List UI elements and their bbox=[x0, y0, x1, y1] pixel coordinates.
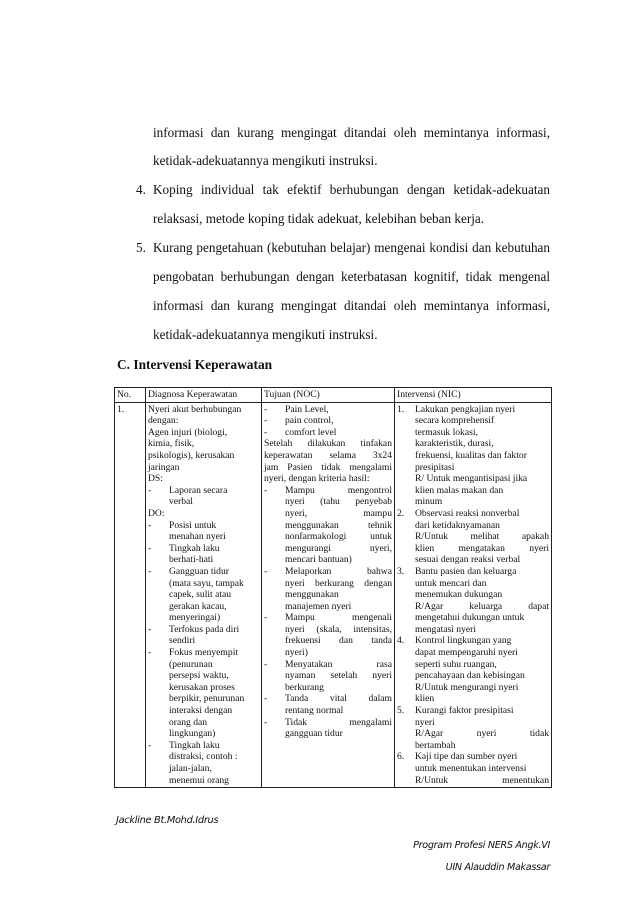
dash-item-line: menggunakan tehnik bbox=[285, 519, 392, 531]
tujuan-line: Setelah dilakukan tinfakan bbox=[264, 438, 392, 450]
dash-item-line: - Tanda vital dalam bbox=[285, 693, 392, 705]
header-tujuan: Tujuan (NOC) bbox=[262, 388, 395, 403]
dash-item-line: menahan nyeri bbox=[169, 531, 226, 543]
dash-item-line: - Fokus menyempit bbox=[169, 647, 239, 659]
nic-line: dari ketidaknyamanan bbox=[415, 519, 500, 531]
dash-item-line: - Menyatakan rasa bbox=[285, 658, 392, 670]
dash-item-line: berhati-hati bbox=[169, 554, 214, 566]
dash-item-line: - Melaporkan bahwa bbox=[285, 565, 392, 577]
nic-line: mengetahui dukungan untuk bbox=[415, 612, 525, 624]
dash-item bbox=[264, 612, 392, 658]
tujuan-line: keperawatan selama 3x24 bbox=[264, 449, 392, 461]
dash-item bbox=[148, 624, 259, 647]
nic-number: 5. bbox=[397, 705, 405, 717]
dash-item-line: (penurunan bbox=[169, 658, 213, 670]
header-diagnosa: Diagnosa Keperawatan bbox=[146, 388, 262, 403]
dash-item-line: kerusakan proses bbox=[169, 681, 235, 693]
tujuan-line: jam Pasien tidak mengalami bbox=[264, 461, 392, 473]
dash-list bbox=[148, 485, 259, 508]
cell-intervensi bbox=[395, 402, 552, 788]
dash-item-line: nyeri) bbox=[285, 647, 308, 659]
body-line: informasi dan kurang mengingat ditandai oleh memintanya informasi, bbox=[153, 298, 550, 313]
dash-item bbox=[264, 693, 392, 716]
dash-item bbox=[148, 740, 259, 786]
nic-line: Kontrol lingkungan yang bbox=[415, 635, 512, 647]
footer-program: Program Profesi NERS Angk.VI bbox=[413, 840, 550, 851]
nic-line: klien bbox=[415, 693, 435, 705]
diagnosa-line: kimia, fisik, bbox=[148, 438, 195, 450]
dash-item-line: persepsi waktu, bbox=[169, 670, 229, 682]
nic-line: dapat mempengaruhi nyeri bbox=[415, 647, 518, 659]
nic-line: karakteristik, durasi, bbox=[415, 438, 494, 450]
dash-item-line: nyeri (tahu penyebab bbox=[285, 496, 392, 508]
dash-item-line: mencari bantuan) bbox=[285, 554, 352, 566]
diagnosa-line: Nyeri akut berhubungan bbox=[148, 403, 242, 415]
nic-line: Bantu pasien dan keluarga bbox=[415, 565, 517, 577]
nic-item bbox=[397, 566, 549, 636]
nic-line: sesuai dengan reaksi verbal bbox=[415, 554, 521, 566]
nic-line: Kaji tipe dan sumber nyeri bbox=[415, 751, 518, 763]
dash-item-line: manajemen nyeri bbox=[285, 600, 352, 612]
dash-list bbox=[148, 520, 259, 787]
dash-item-line: - Pain Level, bbox=[285, 403, 329, 415]
section-heading: C. Intervensi Keperawatan bbox=[117, 357, 273, 372]
nic-line: minum bbox=[415, 496, 443, 508]
dash-item-line: - Tingkah laku bbox=[169, 542, 220, 554]
nic-number: 1. bbox=[397, 403, 405, 415]
dash-item-line: menyeringai) bbox=[169, 612, 221, 624]
nic-item bbox=[397, 404, 549, 508]
dash-item-line: sendiri bbox=[169, 635, 196, 647]
diagnosa-line: psikologis), kerusakan bbox=[148, 449, 235, 461]
nic-line: nyeri bbox=[415, 716, 435, 728]
dash-item-line: - Gangguan tidur bbox=[169, 565, 229, 577]
cell-tujuan bbox=[262, 402, 395, 788]
list-number: 4. bbox=[136, 182, 146, 197]
nic-number: 3. bbox=[397, 565, 405, 577]
diagnosa-line: jaringan bbox=[148, 461, 180, 473]
dash-item bbox=[264, 427, 392, 439]
dash-list bbox=[264, 485, 392, 740]
dash-item-line: nyeri berkurang dengan bbox=[285, 577, 392, 589]
diagnosa-line: DS: bbox=[148, 473, 163, 485]
table-header-row bbox=[115, 388, 552, 403]
dash-item-line: (mata sayu, tampak bbox=[169, 577, 244, 589]
nic-line: R/Untuk mengurangi nyeri bbox=[415, 681, 519, 693]
dash-item-line: capek, sulit atau bbox=[169, 589, 232, 601]
diagnosa-line: dengan: bbox=[148, 415, 179, 427]
nic-line: klien malas makan dan bbox=[415, 484, 504, 496]
dash-item-line: nonfarmakologi untuk bbox=[285, 531, 392, 543]
nic-line: pencahayaan dan kebisingan bbox=[415, 670, 525, 682]
nic-line: secara komprehensif bbox=[415, 415, 495, 427]
body-line: Kurang pengetahuan (kebutuhan belajar) mengenai kondisi dan kebutuhan bbox=[153, 240, 550, 255]
dash-item bbox=[148, 543, 259, 566]
dash-item bbox=[264, 659, 392, 694]
dash-item-line: interaksi dengan bbox=[169, 705, 233, 717]
dash-item bbox=[148, 520, 259, 543]
footer-author: Jackline Bt.Mohd.Idrus bbox=[116, 815, 219, 826]
nic-number: 4. bbox=[397, 635, 405, 647]
dash-item-line: rentang normal bbox=[285, 705, 344, 717]
diagnosa-line: Agen injuri (biologi, bbox=[148, 426, 228, 438]
nic-line: untuk mencari dan bbox=[415, 577, 487, 589]
dash-item-line: frekuensi dan tanda bbox=[285, 635, 392, 647]
nic-line: Lakukan pengkajian nyeri bbox=[415, 403, 516, 415]
nic-line: R/Agar nyeri tidak bbox=[415, 728, 549, 740]
nic-line: termasuk lokasi, bbox=[415, 426, 478, 438]
body-line: ketidak-adekuatannya mengikuti instruksi. bbox=[153, 327, 378, 342]
nic-list bbox=[397, 404, 549, 787]
body-line: pengobatan berhubungan dengan keterbatasan kognitif, tidak mengenal bbox=[153, 269, 550, 284]
dash-item-line: berkurang bbox=[285, 681, 324, 693]
nic-line: R/ Untuk mengantisipasi jika bbox=[415, 473, 528, 485]
body-line: ketidak-adekuatannya mengikuti instruksi. bbox=[153, 153, 378, 168]
nic-line: untuk menentukan intervensi bbox=[415, 763, 527, 774]
tujuan-line: nyeri, dengan kriteria hasil: bbox=[264, 473, 370, 485]
nic-line: seperti suhu ruangan, bbox=[415, 658, 497, 670]
cell-diagnosa bbox=[146, 402, 262, 788]
dash-item bbox=[264, 717, 392, 740]
nic-line: frekuensi, kualitas dan faktor bbox=[415, 449, 527, 461]
nic-line: Kurangi faktor presipitasi bbox=[415, 705, 514, 717]
header-intervensi: Intervensi (NIC) bbox=[395, 388, 552, 403]
nic-item bbox=[397, 751, 549, 786]
dash-item-line: orang dan bbox=[169, 716, 208, 728]
do-label: DO: bbox=[148, 507, 165, 519]
dash-item-line: - pain control, bbox=[285, 415, 334, 427]
dash-item-line: menemui orang bbox=[169, 774, 229, 786]
dash-item-line: - Mampu mengenali bbox=[285, 612, 392, 624]
nic-line: Observasi reaksi nonverbal bbox=[415, 507, 520, 519]
dash-item-line: - Tidak mengalami bbox=[285, 716, 392, 728]
dash-item-line: - comfort level bbox=[285, 426, 337, 438]
nic-item bbox=[397, 508, 549, 566]
intervention-table bbox=[114, 387, 552, 788]
dash-item-line: menggunakan bbox=[285, 589, 339, 601]
dash-item-line: verbal bbox=[169, 496, 193, 508]
nic-line: R/Untuk menentukan bbox=[415, 774, 549, 786]
dash-item-line: - Tingkah laku bbox=[169, 739, 220, 751]
header-no: No. bbox=[115, 388, 146, 403]
nic-number: 2. bbox=[397, 507, 405, 519]
dash-item-line: nyeri (skala, intensitas, bbox=[285, 623, 392, 635]
dash-item-line: gerakan kacau, bbox=[169, 600, 227, 612]
dash-item-line: jalan-jalan, bbox=[169, 763, 212, 774]
dash-item-line: nyeri, mampu bbox=[285, 507, 392, 519]
nic-line: R/Untuk melihat apakah bbox=[415, 531, 549, 543]
dash-item-line: mengurangi nyeri, bbox=[285, 542, 392, 554]
nic-line: menemukan dukungan bbox=[415, 589, 503, 601]
dash-item-line: berpikir, penurunan bbox=[169, 693, 245, 705]
dash-item bbox=[264, 566, 392, 612]
body-line: relaksasi, metode koping tidak adekuat, kelebihan beban kerja. bbox=[153, 211, 485, 226]
body-line: Koping individual tak efektif berhubungan dengan ketidak-adekuatan bbox=[153, 182, 550, 197]
body-line: informasi dan kurang mengingat ditandai oleh memintanya informasi, bbox=[153, 125, 550, 140]
cell-no: 1. bbox=[115, 402, 146, 788]
nic-line: presipitasi bbox=[415, 461, 455, 473]
dash-item-line: - Laporan secara bbox=[169, 484, 228, 496]
nic-line: klien mengatakan nyeri bbox=[415, 542, 549, 554]
footer-university: UIN Alauddin Makassar bbox=[445, 862, 550, 873]
dash-item-line: lingkungan) bbox=[169, 728, 216, 740]
nic-line: bertambah bbox=[415, 739, 456, 751]
dash-item bbox=[148, 485, 259, 508]
dash-item-line: nyaman setelah nyeri bbox=[285, 670, 392, 682]
table-row bbox=[115, 402, 552, 788]
dash-item-line: distraksi, contoh : bbox=[169, 751, 238, 763]
dash-item bbox=[264, 415, 392, 427]
dash-item bbox=[264, 404, 392, 416]
nic-number: 6. bbox=[397, 751, 405, 763]
dash-item bbox=[264, 485, 392, 566]
dash-item-line: - Posisi untuk bbox=[169, 519, 217, 531]
nic-item bbox=[397, 705, 549, 751]
dash-item-line: - Mampu mengontrol bbox=[285, 484, 392, 496]
nic-item bbox=[397, 635, 549, 705]
dash-list bbox=[264, 404, 392, 439]
dash-item bbox=[148, 566, 259, 624]
dash-item-line: - Terfokus pada diri bbox=[169, 623, 240, 635]
list-number: 5. bbox=[136, 240, 146, 255]
dash-item-line: gangguan tidur bbox=[285, 728, 343, 740]
nic-line: mengatasi nyeri bbox=[415, 623, 477, 635]
dash-item bbox=[148, 647, 259, 740]
nic-line: R/Agar keluarga dapat bbox=[415, 600, 549, 612]
